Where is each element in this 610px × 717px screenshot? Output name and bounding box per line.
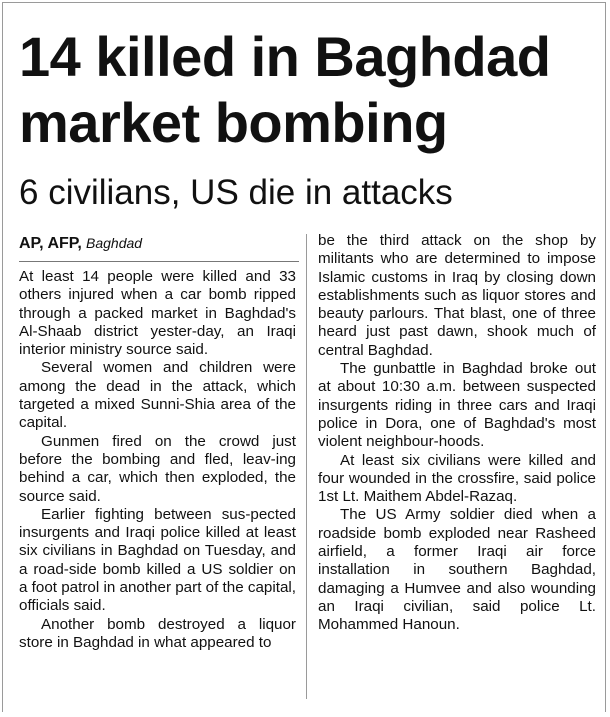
article-column-right	[318, 232, 596, 702]
paragraph: Several women and children were among the dead in the attack, which targeted a mixed Sunni-Shia area of the capital.	[19, 359, 296, 432]
paragraph: Another bomb destroyed a liquor store in Baghdad in what appeared to	[19, 615, 296, 651]
byline-dateline: Baghdad	[86, 235, 143, 251]
paragraph: At least 14 people were killed and 33 others injured when a car bomb ripped through a packed market in Baghdad's Al-Shaab district yester-day, an Iraqi interior ministry source said.	[19, 268, 296, 359]
headline: 14 killed in Baghdad market bombing	[19, 25, 551, 154]
paragraph: The gunbattle in Baghdad broke out at about 10:30 a.m. between suspected insurgents riding in three cars and Iraqi police in Dora, one of Baghdad's most violent neighbour-hoods.	[318, 360, 596, 451]
byline	[19, 232, 299, 255]
paragraph: Earlier fighting between sus-pected insurgents and Iraqi police killed at least six civilians in Baghdad on Tuesday, and a road-side bomb killed a US soldier on a foot patrol in another part of the capital, officials said.	[19, 505, 296, 615]
byline-rule	[19, 261, 299, 262]
byline-agencies: AP, AFP,	[19, 235, 82, 252]
paragraph: be the third attack on the shop by militants who are determined to impose Islamic customs in Iraq by closing down establishments such as liquor stores and beauty parlours. That blast, one of three heard just past dawn, shook much of central Baghdad.	[318, 232, 596, 359]
paragraph: The US Army soldier died when a roadside bomb exploded near Rasheed airfield, a former Iraqi air force installation in southern Baghdad, damaging a Humvee and also wounding an Iraqi civilian, said police Lt. Mohammed Hanoun.	[318, 506, 596, 634]
subheadline: 6 civilians, US die in attacks	[19, 173, 453, 212]
column-divider	[306, 234, 307, 699]
paragraph: At least six civilians were killed and four wounded in the crossfire, said police 1st Lt. Maithem Abdel-Razaq.	[318, 451, 596, 506]
paragraph: Gunmen fired on the crowd just before the bombing and fled, leav-ing behind a car, which then exploded, the source said.	[19, 432, 296, 505]
article-column-left	[19, 268, 296, 704]
